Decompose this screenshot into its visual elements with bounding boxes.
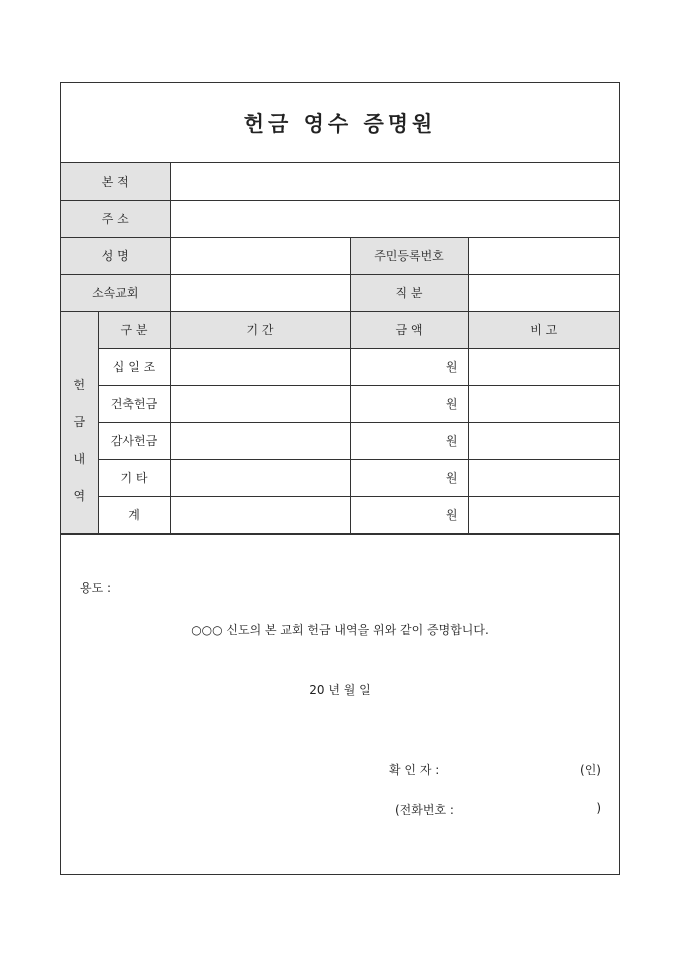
bonjeok-field[interactable] — [170, 163, 619, 200]
period-field[interactable] — [170, 422, 350, 459]
offering-details-label — [61, 311, 98, 533]
header-period: 기 간 — [170, 311, 350, 348]
row-label: 감사헌금 — [98, 422, 170, 459]
church-field[interactable] — [170, 274, 350, 311]
purpose-label: 용도 : — [80, 580, 112, 595]
note-field[interactable] — [468, 385, 619, 422]
total-row — [61, 496, 619, 533]
date-line: 20 년 월 일 — [309, 682, 371, 697]
period-field[interactable] — [170, 385, 350, 422]
seal-mark: (인) — [580, 762, 601, 777]
note-field[interactable] — [468, 348, 619, 385]
id-number-label: 주민등록번호 — [350, 237, 468, 274]
info-table — [61, 163, 619, 534]
side-char: 헌 — [73, 377, 86, 392]
name-field[interactable] — [170, 237, 350, 274]
name-label: 성 명 — [61, 237, 170, 274]
row-label: 건축헌금 — [98, 385, 170, 422]
header-note: 비 고 — [468, 311, 619, 348]
phone-label: (전화번호 : — [395, 802, 454, 817]
header-amount: 금 액 — [350, 311, 468, 348]
certification-section — [61, 534, 619, 871]
period-field[interactable] — [170, 496, 350, 533]
bonjeok-label: 본 적 — [61, 163, 170, 200]
note-field[interactable] — [468, 422, 619, 459]
address-field[interactable] — [170, 200, 619, 237]
table-row — [61, 459, 619, 496]
total-label: 계 — [98, 496, 170, 533]
period-field[interactable] — [170, 348, 350, 385]
amount-field[interactable]: 원 — [350, 348, 468, 385]
side-char: 역 — [73, 488, 86, 503]
table-row — [61, 422, 619, 459]
row-label: 십 일 조 — [98, 348, 170, 385]
total-amount-field[interactable]: 원 — [350, 496, 468, 533]
table-row — [61, 385, 619, 422]
amount-field[interactable]: 원 — [350, 422, 468, 459]
header-category: 구 분 — [98, 311, 170, 348]
table-row — [61, 348, 619, 385]
amount-field[interactable]: 원 — [350, 459, 468, 496]
note-field[interactable] — [468, 459, 619, 496]
note-field[interactable] — [468, 496, 619, 533]
side-char: 내 — [73, 451, 86, 466]
form-title: 헌금 영수 증명원 — [61, 83, 619, 163]
position-field[interactable] — [468, 274, 619, 311]
id-number-field[interactable] — [468, 237, 619, 274]
row-label: 기 타 — [98, 459, 170, 496]
amount-field[interactable]: 원 — [350, 385, 468, 422]
church-label: 소속교회 — [61, 274, 170, 311]
side-char: 금 — [73, 414, 86, 429]
confirmer-label: 확 인 자 : — [389, 762, 440, 777]
receipt-form — [60, 82, 620, 875]
position-label: 직 분 — [350, 274, 468, 311]
period-field[interactable] — [170, 459, 350, 496]
certification-statement: ○○○ 신도의 본 교회 헌금 내역을 위와 같이 증명합니다. — [191, 622, 489, 637]
address-label: 주 소 — [61, 200, 170, 237]
phone-close: ) — [596, 800, 601, 815]
